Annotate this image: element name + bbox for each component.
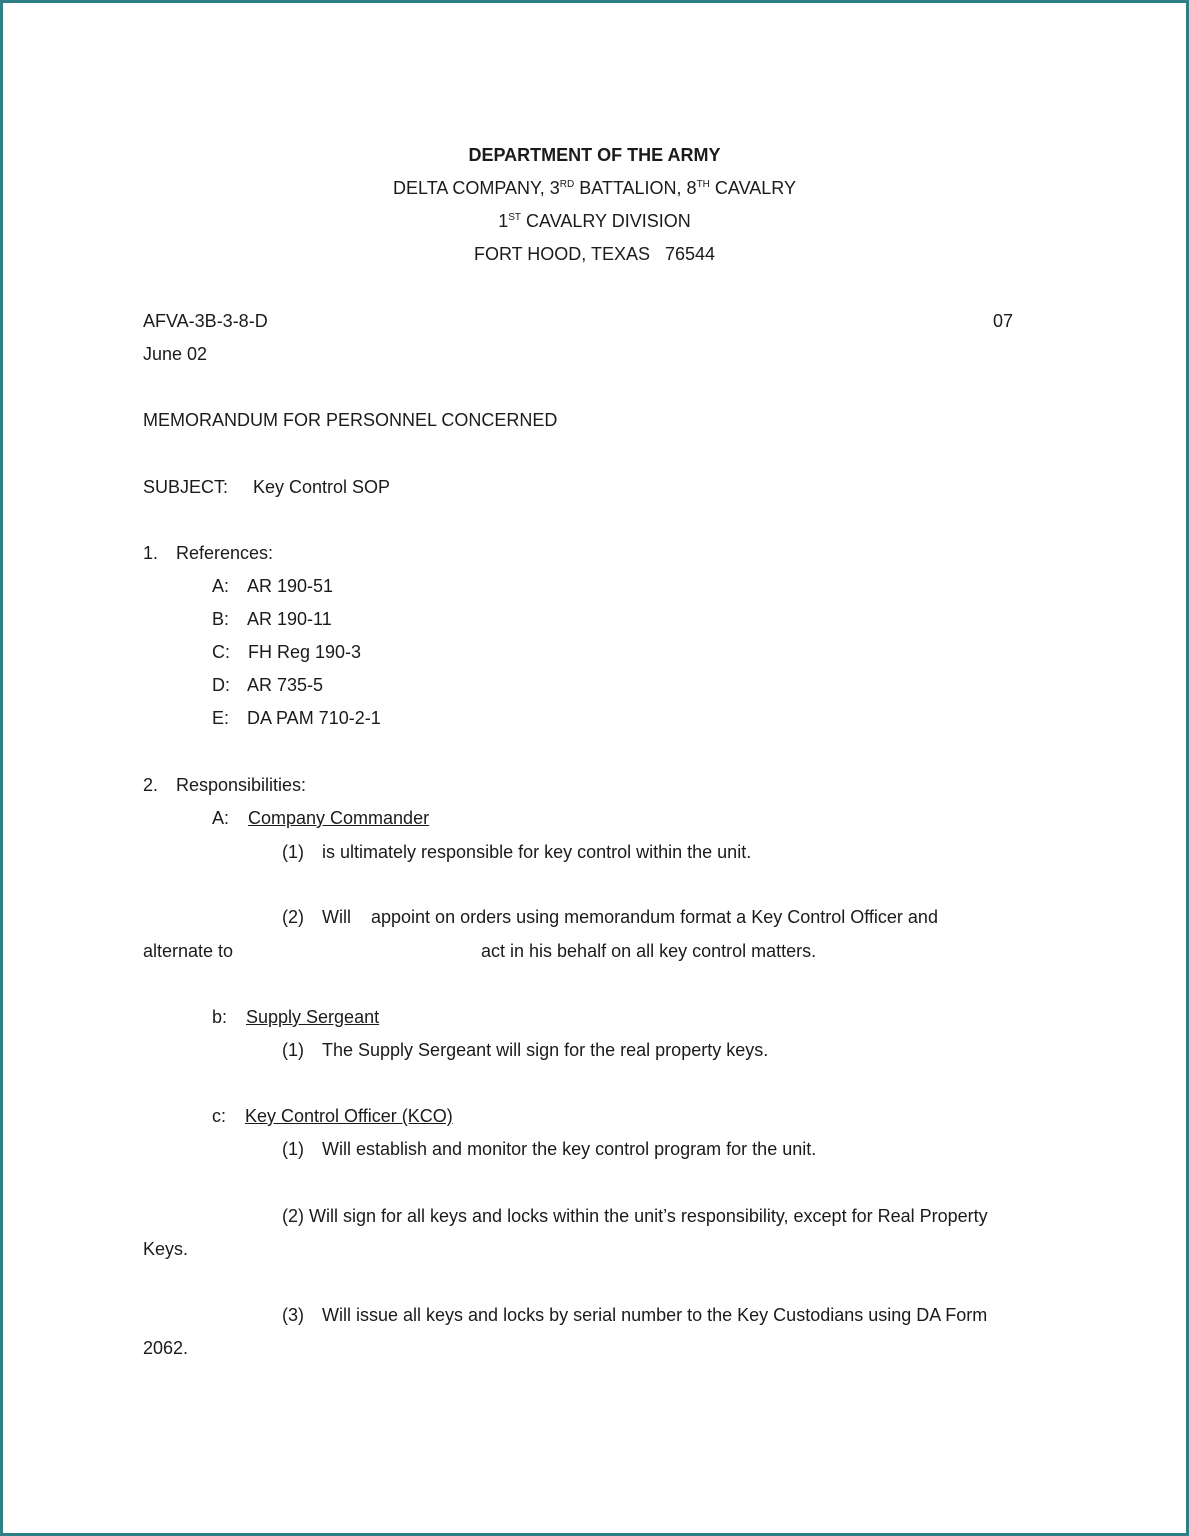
paragraph-text: Will establish and monitor the key control program for the unit. [322, 1139, 817, 1159]
responsibilities-heading: Responsibilities: [176, 775, 307, 795]
subject-text: Key Control SOP [253, 477, 391, 497]
paragraph-number: (2) [282, 907, 304, 927]
section-letter: b: [212, 1007, 228, 1027]
paragraph-text: Will issue all keys and locks by serial number to the Key Custodians using DA Form [322, 1305, 988, 1325]
responsibilities-number: 2. [143, 775, 159, 795]
date-day: 07 [993, 311, 1014, 331]
paragraph-number: (1) [282, 1139, 304, 1159]
memorandum-for: MEMORANDUM FOR PERSONNEL CONCERNED [143, 410, 558, 430]
paragraph-text: appoint on orders using memorandum format a Key Control Officer and [371, 907, 938, 927]
reference-item: DA PAM 710-2-1 [247, 708, 381, 728]
reference-letter: C: [212, 642, 230, 662]
paragraph-continuation: act in his behalf on all key control matters. [481, 941, 817, 961]
section-title-key-control-officer: Key Control Officer (KCO) [245, 1106, 453, 1126]
section-title-supply-sergeant: Supply Sergeant [246, 1007, 380, 1027]
paragraph-number: (1) [282, 1040, 304, 1060]
letterhead-division: 1ST CAVALRY DIVISION [498, 211, 691, 231]
reference-letter: E: [212, 708, 230, 728]
subject-label: SUBJECT: [143, 477, 229, 497]
paragraph-continuation: alternate to [143, 941, 234, 961]
reference-item: AR 190-51 [247, 576, 334, 596]
paragraph-text: (2) Will sign for all keys and locks within the unit’s responsibility, except for Real Property [282, 1206, 988, 1226]
section-title-company-commander: Company Commander [248, 808, 430, 828]
office-symbol: AFVA-3B-3-8-D [143, 311, 268, 331]
letterhead-department: DEPARTMENT OF THE ARMY [468, 145, 721, 165]
reference-item: FH Reg 190-3 [248, 642, 362, 662]
reference-item: AR 190-11 [247, 609, 332, 629]
paragraph-will: Will [322, 907, 351, 927]
paragraph-text: The Supply Sergeant will sign for the real property keys. [322, 1040, 769, 1060]
reference-item: AR 735-5 [247, 675, 324, 695]
reference-letter: A: [212, 576, 230, 596]
paragraph-number: (1) [282, 842, 304, 862]
references-number: 1. [143, 543, 159, 563]
reference-letter: D: [212, 675, 230, 695]
reference-letter: B: [212, 609, 230, 629]
letterhead-unit: DELTA COMPANY, 3RD BATTALION, 8TH CAVALRY [393, 178, 796, 198]
paragraph-number: (3) [282, 1305, 304, 1325]
references-heading: References: [176, 543, 274, 563]
paragraph-text: is ultimately responsible for key control within the unit. [322, 842, 752, 862]
section-letter: A: [212, 808, 230, 828]
paragraph-continuation: 2062. [143, 1338, 189, 1358]
letterhead-address: FORT HOOD, TEXAS 76544 [473, 244, 716, 264]
section-letter: c: [212, 1106, 227, 1126]
date-month-year: June 02 [143, 344, 208, 364]
paragraph-continuation: Keys. [143, 1239, 189, 1259]
